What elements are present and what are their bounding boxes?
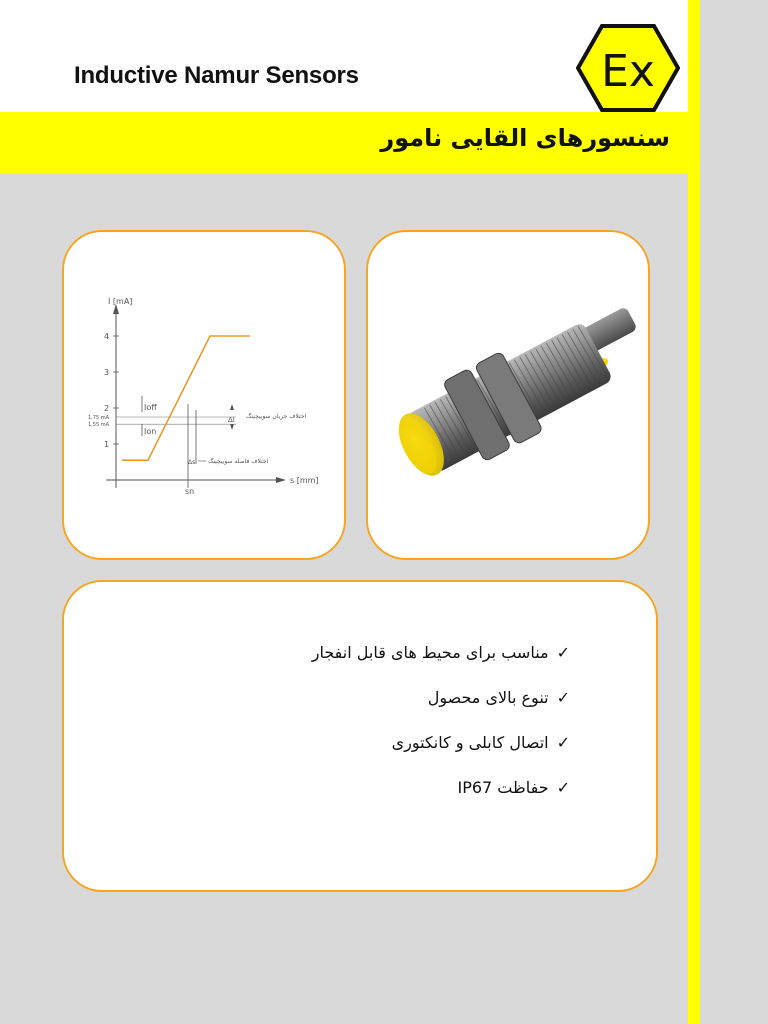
y-axis-label: I [mA] bbox=[108, 297, 133, 306]
current-distance-chart bbox=[64, 232, 344, 558]
y-tick-label: 2 bbox=[104, 404, 110, 413]
delta-i-arrow-down bbox=[230, 424, 234, 430]
inductive-sensor-photo bbox=[368, 232, 648, 558]
delta-i-label: ΔI bbox=[228, 416, 235, 424]
check-icon: ✓ bbox=[556, 688, 570, 707]
ex-hexagon-icon bbox=[576, 24, 680, 112]
ex-logo-text: Ex bbox=[601, 46, 655, 97]
check-icon: ✓ bbox=[556, 643, 570, 662]
x-axis-arrow bbox=[276, 477, 286, 483]
feature-item bbox=[312, 773, 570, 818]
feature-text: تنوع بالای محصول bbox=[427, 688, 549, 707]
check-icon: ✓ bbox=[556, 778, 570, 797]
feature-text: حفاظت IP67 bbox=[457, 778, 549, 797]
sensor-image-card bbox=[366, 230, 650, 560]
delta-s-label: Δs bbox=[188, 459, 196, 466]
page-title-en: Inductive Namur Sensors bbox=[74, 62, 359, 89]
x-axis-label: s [mm] bbox=[290, 476, 319, 485]
reference-line-label: 1,55 mA bbox=[88, 422, 110, 429]
feature-item bbox=[312, 638, 570, 683]
y-tick-label: 4 bbox=[104, 332, 110, 341]
chart-card bbox=[62, 230, 346, 560]
feature-list bbox=[312, 638, 570, 818]
reference-line-label: 1,75 mA bbox=[88, 415, 110, 421]
right-yellow-stripe bbox=[688, 0, 700, 1024]
feature-text: مناسب برای محیط های قابل انفجار bbox=[311, 643, 549, 662]
y-tick-label: 1 bbox=[104, 440, 110, 449]
feature-item bbox=[312, 728, 570, 773]
current-curve bbox=[122, 336, 250, 460]
feature-text: اتصال کابلی و کانکتوری bbox=[391, 733, 549, 752]
sn-label: sn bbox=[185, 487, 195, 496]
delta-i-arrow-up bbox=[230, 404, 234, 410]
feature-item bbox=[312, 683, 570, 728]
ion-label: Ion bbox=[144, 427, 157, 436]
ioff-label: Ioff bbox=[144, 403, 157, 412]
page-title-fa: سنسورهای القایی نامور bbox=[380, 124, 670, 152]
annotation-distance: اختلاف فاصله سوییچینگ bbox=[208, 458, 269, 465]
features-card bbox=[62, 580, 658, 892]
check-icon: ✓ bbox=[556, 733, 570, 752]
y-tick-label: 3 bbox=[104, 368, 110, 377]
annotation-current: اختلاف جریان سوییچینگ bbox=[246, 413, 307, 420]
